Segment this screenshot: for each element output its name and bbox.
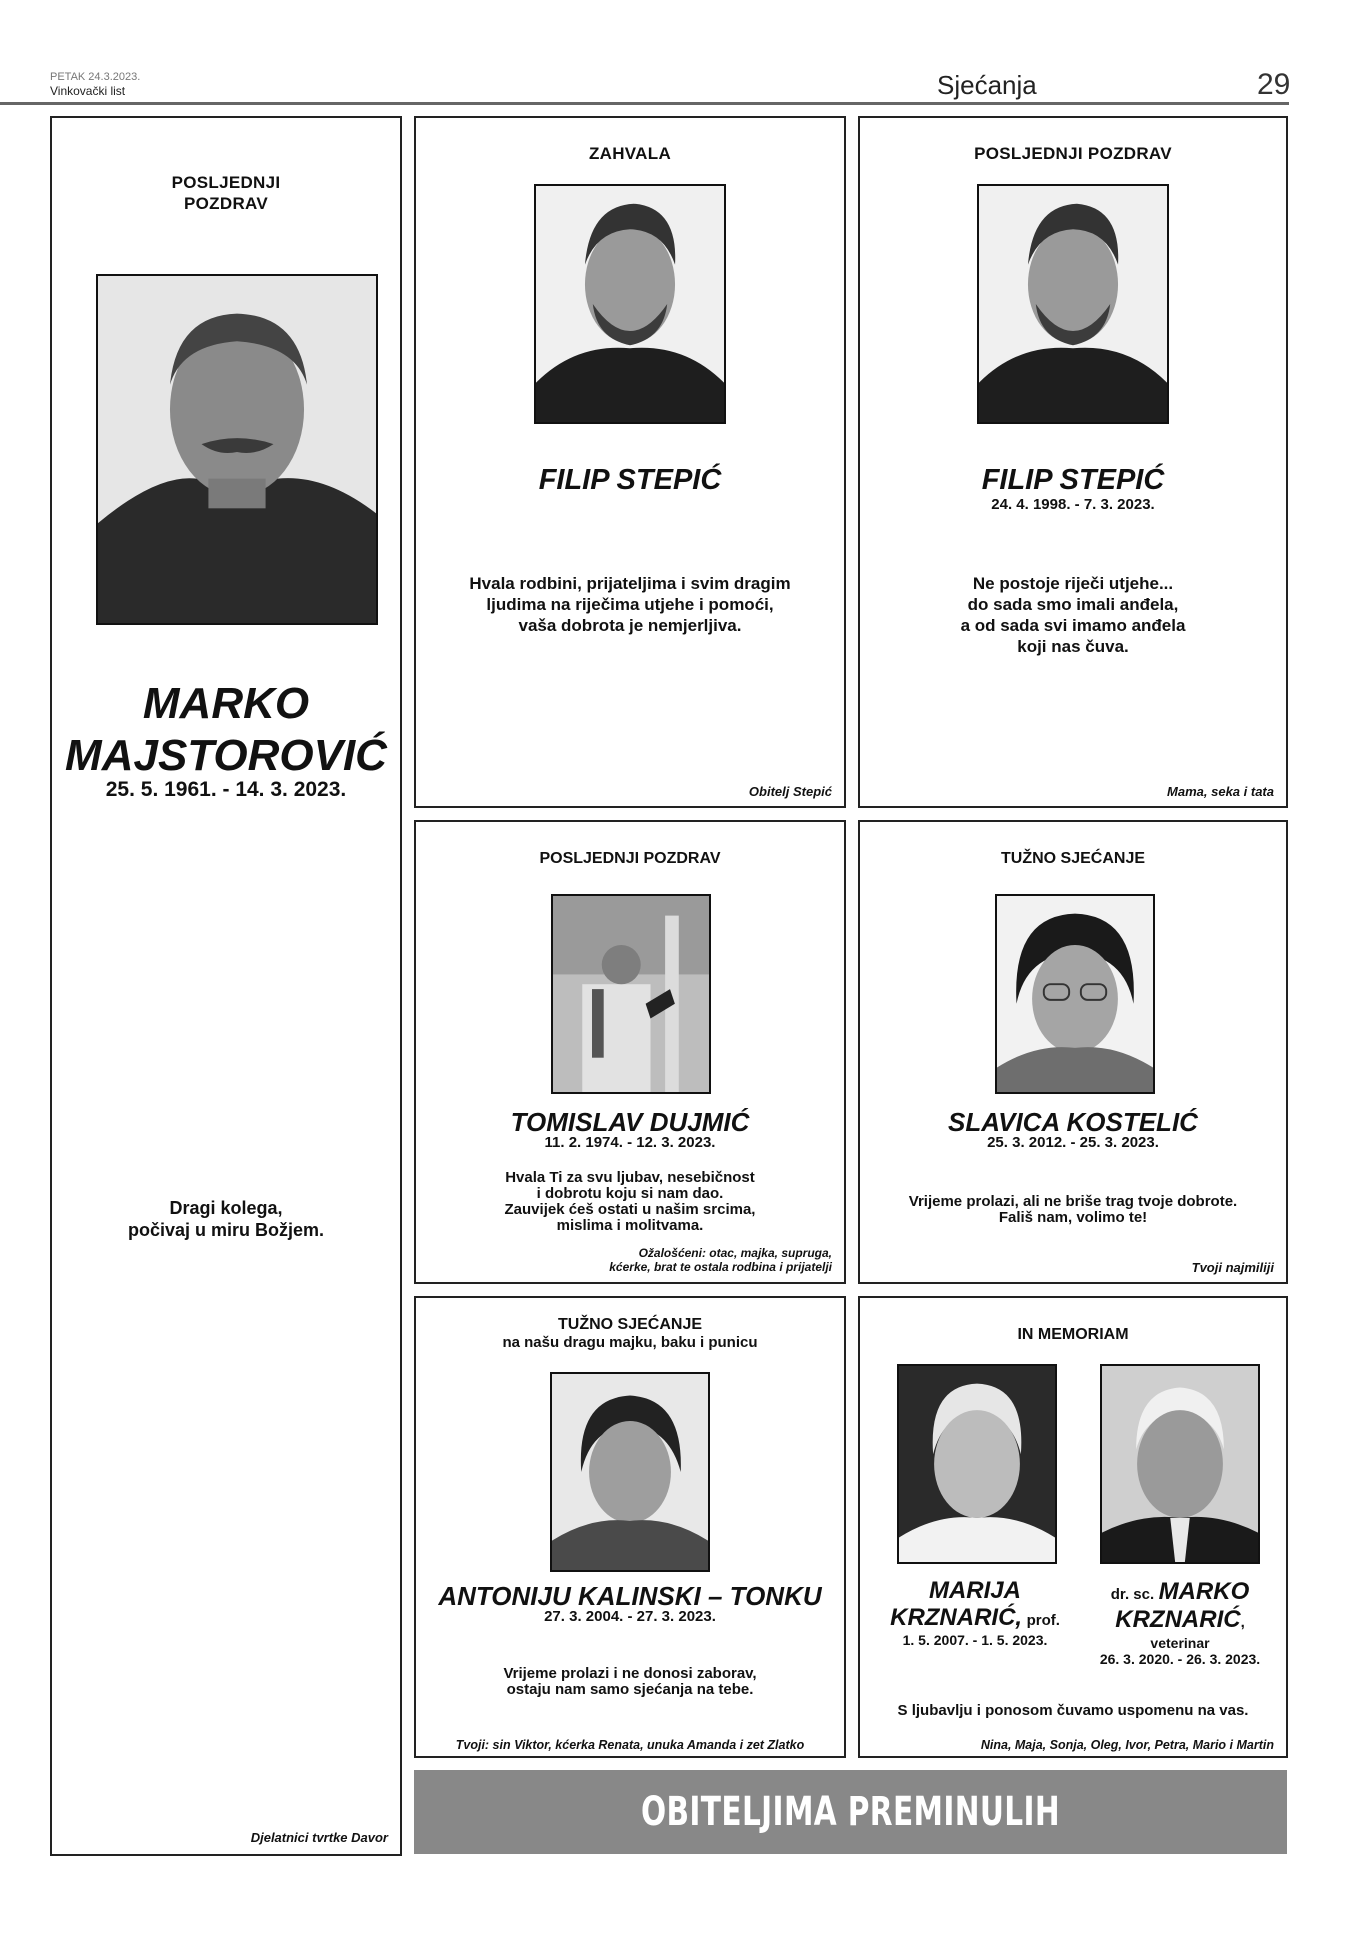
name-line: [1075, 1606, 1285, 1635]
message-line: a od sada svi imamo anđela: [960, 616, 1186, 635]
portrait-photo-marko: [1100, 1364, 1260, 1564]
page-number: 29: [1257, 68, 1291, 101]
name-line: [870, 1604, 1080, 1632]
edition-date: PETAK 24.3.2023.: [50, 71, 141, 83]
notice-marko-majstorovic: [50, 116, 402, 1856]
section-title: Sjećanja: [937, 70, 1037, 100]
notice-heading: ZAHVALA: [588, 144, 672, 163]
signature-line: kćerke, brat te ostala rodbina i prijatelji: [609, 1260, 832, 1274]
message-line: počivaj u miru Božjem.: [127, 1220, 325, 1240]
message-line: i dobrotu koju si nam dao.: [536, 1185, 724, 1202]
notice-tomislav-dujmic: [414, 820, 846, 1284]
portrait-photo: [551, 894, 711, 1094]
title-text: veterinar: [1150, 1635, 1210, 1651]
deceased-name: FILIP STEPIĆ: [538, 464, 722, 496]
heading-line: POZDRAV: [184, 194, 268, 213]
notice-heading: TUŽNO SJEĆANJE: [1000, 850, 1146, 867]
life-dates: 27. 3. 2004. - 27. 3. 2023.: [544, 1608, 716, 1625]
life-dates: 11. 2. 1974. - 12. 3. 2023.: [544, 1134, 716, 1151]
life-dates: 24. 4. 1998. - 7. 3. 2023.: [991, 496, 1155, 513]
notice-message: [860, 1194, 1286, 1226]
message-line: Zauvijek ćeš ostati u našim srcima,: [504, 1201, 756, 1218]
notice-message: [860, 573, 1286, 657]
portrait-photo: [534, 184, 726, 424]
message-line: Hvala rodbini, prijateljima i svim dragim: [469, 574, 791, 593]
notice-heading: [52, 172, 400, 214]
deceased-name: ANTONIJU KALINSKI – TONKU: [438, 1581, 822, 1611]
message-line: mislima i molitvama.: [556, 1217, 704, 1234]
notice-message: [416, 1666, 844, 1698]
notice-heading: TUŽNO SJEĆANJE: [557, 1316, 703, 1333]
message-line: ljudima na riječima utjehe i pomoći,: [486, 595, 774, 614]
name-line: [1075, 1578, 1285, 1606]
portrait-photo: [550, 1372, 710, 1572]
notice-signature: Tvoji: sin Viktor, kćerka Renata, unuka Amanda i zet Zlatko: [455, 1738, 805, 1752]
condolence-banner: [414, 1770, 1287, 1919]
life-dates: 26. 3. 2020. - 26. 3. 2023.: [1099, 1651, 1261, 1667]
notice-heading: POSLJEDNJI POZDRAV: [974, 144, 1172, 163]
notice-signature: Tvoji najmiliji: [1191, 1260, 1274, 1275]
message-line: Dragi kolega,: [169, 1198, 283, 1218]
message-line: koji nas čuva.: [1017, 637, 1129, 656]
notice-signature: Djelatnici tvrtke Davor: [250, 1830, 388, 1845]
notice-filip-zahvala: [414, 116, 846, 808]
life-dates: 1. 5. 2007. - 1. 5. 2023.: [902, 1632, 1048, 1648]
notice-antonija-kalinski: [414, 1296, 846, 1758]
message-line: Vrijeme prolazi, ali ne briše trag tvoje dobrote.: [908, 1193, 1238, 1210]
prefix-text: dr. sc.: [1110, 1586, 1155, 1603]
portrait-photo: [977, 184, 1169, 424]
name-line: MARKO: [142, 679, 310, 728]
notice-filip-pozdrav: [858, 116, 1288, 808]
notice-slavica-kostelic: [858, 820, 1288, 1284]
deceased-name: [52, 678, 400, 782]
notice-heading: POSLJEDNJI POZDRAV: [539, 850, 721, 867]
message-line: Vrijeme prolazi i ne donosi zaborav,: [503, 1665, 757, 1682]
message-line: ostaju nam samo sjećanja na tebe.: [506, 1681, 754, 1698]
heading-line: POSLJEDNJI: [171, 173, 281, 192]
notice-message: S ljubavlju i ponosom čuvamo uspomenu na vas.: [897, 1702, 1249, 1719]
life-dates: 25. 3. 2012. - 25. 3. 2023.: [987, 1134, 1159, 1151]
notice-signature: Obitelj Stepić: [748, 784, 832, 799]
deceased-name: TOMISLAV DUJMIĆ: [510, 1107, 750, 1137]
notice-signature: Mama, seka i tata: [1167, 784, 1274, 799]
banner-text: OBITELJIMA PREMINULIH IZRAŽAVAMO ISKRENU SUĆUT: [597, 1789, 1104, 1919]
notice-subheading: na našu dragu majku, baku i punicu: [502, 1334, 758, 1351]
notice-message: [52, 1197, 400, 1241]
title-text: prof.: [1026, 1612, 1060, 1629]
deceased-marija: [870, 1578, 1080, 1648]
deceased-marko: [1075, 1578, 1285, 1667]
signature-line: Ožalošćeni: otac, majka, supruga,: [638, 1246, 832, 1260]
header-rule: [0, 102, 1289, 105]
message-line: do sada smo imali anđela,: [967, 595, 1179, 614]
portrait-photo: [995, 894, 1155, 1094]
message-line: vaša dobrota je nemjerljiva.: [518, 616, 742, 635]
notice-message: [416, 573, 844, 636]
portrait-photo: [96, 274, 378, 625]
notice-message: [416, 1170, 844, 1234]
life-dates: 25. 5. 1961. - 14. 3. 2023.: [105, 778, 347, 801]
notice-heading: IN MEMORIAM: [1017, 1326, 1129, 1343]
name-text: KRZNARIĆ: [1115, 1606, 1241, 1633]
message-line: Hvala Ti za svu ljubav, nesebičnost: [505, 1169, 755, 1186]
name-text: MARKO: [1158, 1578, 1250, 1605]
name-line: MAJSTOROVIĆ: [65, 731, 387, 780]
newspaper-name: Vinkovački list: [50, 84, 126, 98]
notice-signature: [609, 1246, 832, 1274]
notice-signature: Nina, Maja, Sonja, Oleg, Ivor, Petra, Mario i Martin: [980, 1738, 1274, 1752]
portrait-photo-marija: [897, 1364, 1057, 1564]
name-line: MARIJA: [928, 1577, 1021, 1604]
deceased-name: FILIP STEPIĆ: [981, 464, 1165, 496]
notice-krznaric: [858, 1296, 1288, 1758]
message-line: Ne postoje riječi utjehe...: [972, 574, 1174, 593]
comma-text: ,: [1240, 1614, 1245, 1631]
deceased-name: SLAVICA KOSTELIĆ: [948, 1107, 1198, 1137]
message-line: Fališ nam, volimo te!: [998, 1209, 1148, 1226]
name-text: KRZNARIĆ,: [890, 1604, 1023, 1631]
